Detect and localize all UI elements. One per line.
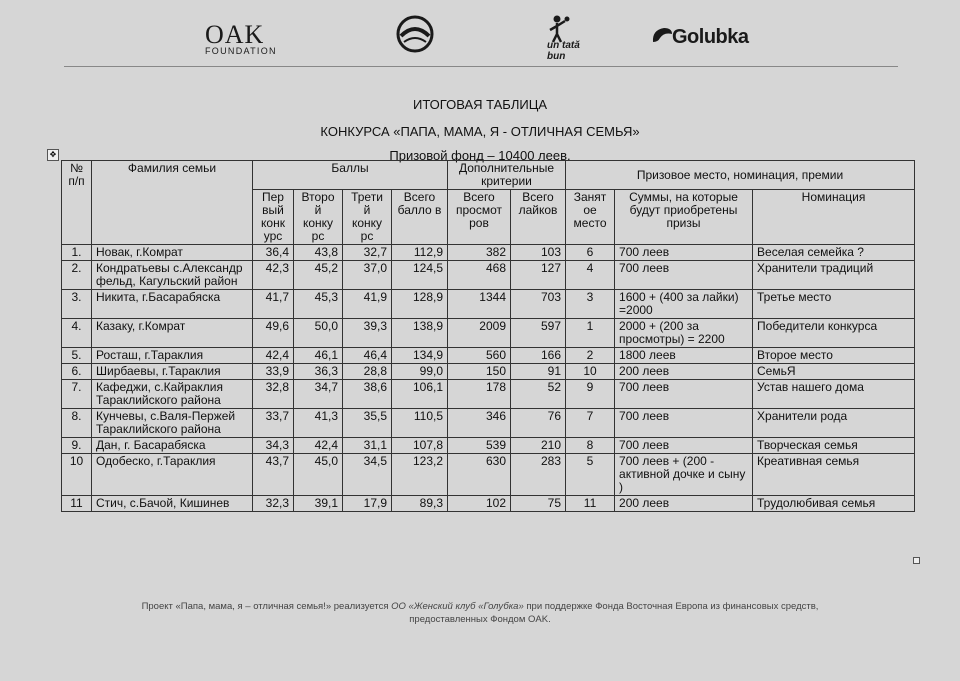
- cell-s1: 33,9: [253, 364, 294, 380]
- cell-likes: 75: [511, 496, 566, 512]
- cell-sum: 700 леев: [615, 245, 753, 261]
- cell-place: 10: [566, 364, 615, 380]
- cell-s2: 39,1: [294, 496, 343, 512]
- cell-total: 89,3: [392, 496, 448, 512]
- cell-s1: 49,6: [253, 319, 294, 348]
- cell-nom: Креативная семья: [753, 454, 915, 496]
- cell-views: 102: [448, 496, 511, 512]
- header-total: Всего балло в: [392, 190, 448, 245]
- cell-family: Новак, г.Комрат: [92, 245, 253, 261]
- cell-likes: 103: [511, 245, 566, 261]
- cell-total: 107,8: [392, 438, 448, 454]
- cell-s2: 45,3: [294, 290, 343, 319]
- results-rows: [62, 245, 915, 512]
- cell-family: Дан, г. Басарабяска: [92, 438, 253, 454]
- cell-s1: 43,7: [253, 454, 294, 496]
- header-prize: Призовое место, номинация, премии: [566, 161, 915, 190]
- cell-place: 11: [566, 496, 615, 512]
- cell-views: 539: [448, 438, 511, 454]
- cell-place: 6: [566, 245, 615, 261]
- cell-views: 1344: [448, 290, 511, 319]
- cell-n: 3.: [62, 290, 92, 319]
- cell-family: Одобеско, г.Тараклия: [92, 454, 253, 496]
- table-row: [62, 348, 915, 364]
- cell-s1: 33,7: [253, 409, 294, 438]
- header-extra: Дополнительные критерии: [448, 161, 566, 190]
- cell-s2: 45,0: [294, 454, 343, 496]
- header-sums: Суммы, на которые будут приобретены призы: [615, 190, 753, 245]
- cell-views: 2009: [448, 319, 511, 348]
- cell-likes: 210: [511, 438, 566, 454]
- cell-n: 9.: [62, 438, 92, 454]
- cell-total: 128,9: [392, 290, 448, 319]
- cell-n: 1.: [62, 245, 92, 261]
- cell-sum: 1600 + (400 за лайки) =2000: [615, 290, 753, 319]
- un-tata-bun-logo: un tată bun: [535, 14, 595, 62]
- prize-fund: Призовой фонд – 10400 леев.: [389, 148, 571, 163]
- table-row: [62, 409, 915, 438]
- cell-place: 8: [566, 438, 615, 454]
- cell-s1: 34,3: [253, 438, 294, 454]
- cell-s3: 46,4: [343, 348, 392, 364]
- table-row: [62, 261, 915, 290]
- cell-place: 5: [566, 454, 615, 496]
- cell-place: 7: [566, 409, 615, 438]
- cell-likes: 91: [511, 364, 566, 380]
- cell-s2: 46,1: [294, 348, 343, 364]
- cell-nom: Трудолюбивая семья: [753, 496, 915, 512]
- results-table: [61, 160, 915, 512]
- cell-s2: 50,0: [294, 319, 343, 348]
- cell-n: 5.: [62, 348, 92, 364]
- cell-total: 123,2: [392, 454, 448, 496]
- cell-s3: 37,0: [343, 261, 392, 290]
- cell-s3: 38,6: [343, 380, 392, 409]
- cell-sum: 700 леев: [615, 438, 753, 454]
- table-row: [62, 496, 915, 512]
- cell-n: 2.: [62, 261, 92, 290]
- cell-s3: 41,9: [343, 290, 392, 319]
- doc-title: ИТОГОВАЯ ТАБЛИЦА: [412, 97, 548, 112]
- header-divider: [64, 66, 898, 67]
- header-num: № п/п: [62, 161, 92, 245]
- cell-sum: 700 леев: [615, 380, 753, 409]
- header-likes: Всего лайков: [511, 190, 566, 245]
- cell-sum: 2000 + (200 за просмотры) = 2200: [615, 319, 753, 348]
- cell-place: 2: [566, 348, 615, 364]
- cell-family: Кунчевы, с.Валя-Пержей Тараклийского района: [92, 409, 253, 438]
- cell-family: Росташ, г.Тараклия: [92, 348, 253, 364]
- cell-n: 4.: [62, 319, 92, 348]
- cell-nom: СемьЯ: [753, 364, 915, 380]
- cell-place: 4: [566, 261, 615, 290]
- table-row: [62, 438, 915, 454]
- cell-total: 106,1: [392, 380, 448, 409]
- cell-s1: 42,3: [253, 261, 294, 290]
- cell-likes: 166: [511, 348, 566, 364]
- cell-family: Кафеджи, с.Кайраклия Тараклийского района: [92, 380, 253, 409]
- cell-s1: 32,8: [253, 380, 294, 409]
- table-row: [62, 290, 915, 319]
- table-move-handle[interactable]: ✥: [47, 149, 59, 161]
- cell-family: Ширбаевы, г.Тараклия: [92, 364, 253, 380]
- cell-s1: 41,7: [253, 290, 294, 319]
- cell-family: Казаку, г.Комрат: [92, 319, 253, 348]
- cell-nom: Хранители традиций: [753, 261, 915, 290]
- doc-subtitle: КОНКУРСА «ПАПА, МАМА, Я - ОТЛИЧНАЯ СЕМЬЯ»: [320, 124, 640, 139]
- cell-nom: Победители конкурса: [753, 319, 915, 348]
- cell-s1: 32,3: [253, 496, 294, 512]
- logo-bar: OAK FOUNDATION un tată bun Golubka: [0, 10, 960, 65]
- circle-emblem-logo: [395, 14, 435, 54]
- cell-likes: 597: [511, 319, 566, 348]
- cell-views: 560: [448, 348, 511, 364]
- cell-views: 150: [448, 364, 511, 380]
- cell-family: Стич, с.Бачой, Кишинев: [92, 496, 253, 512]
- cell-s1: 42,4: [253, 348, 294, 364]
- cell-n: 8.: [62, 409, 92, 438]
- header-first: Пер вый конк урс: [253, 190, 294, 245]
- cell-views: 178: [448, 380, 511, 409]
- table-row: [62, 380, 915, 409]
- cell-s3: 28,8: [343, 364, 392, 380]
- cell-s3: 17,9: [343, 496, 392, 512]
- header-family: Фамилия семьи: [92, 161, 253, 245]
- header-scores: Баллы: [253, 161, 448, 190]
- cell-likes: 76: [511, 409, 566, 438]
- cell-n: 6.: [62, 364, 92, 380]
- cell-total: 112,9: [392, 245, 448, 261]
- table-resize-handle[interactable]: [913, 557, 920, 564]
- cell-sum: 1800 леев: [615, 348, 753, 364]
- cell-nom: Хранители рода: [753, 409, 915, 438]
- cell-nom: Веселая семейка ?: [753, 245, 915, 261]
- cell-nom: Третье место: [753, 290, 915, 319]
- cell-s3: 32,7: [343, 245, 392, 261]
- cell-place: 1: [566, 319, 615, 348]
- cell-likes: 283: [511, 454, 566, 496]
- table-row: [62, 454, 915, 496]
- cell-s2: 34,7: [294, 380, 343, 409]
- table-row: [62, 319, 915, 348]
- header-views: Всего просмот ров: [448, 190, 511, 245]
- footer-note: Проект «Папа, мама, я – отличная семья!» реализуется ОО «Женский клуб «Голубка» при поддержке Фонда Восточная Европа из финансовых средств, предоставленных Фондом OAK.: [141, 601, 819, 625]
- cell-nom: Творческая семья: [753, 438, 915, 454]
- cell-total: 138,9: [392, 319, 448, 348]
- cell-total: 134,9: [392, 348, 448, 364]
- cell-total: 110,5: [392, 409, 448, 438]
- table-row: [62, 364, 915, 380]
- cell-family: Кондратьевы с.Александр фельд, Кагульский район: [92, 261, 253, 290]
- cell-sum: 700 леев: [615, 409, 753, 438]
- cell-likes: 127: [511, 261, 566, 290]
- cell-sum: 700 леев + (200 - активной дочке и сыну ): [615, 454, 753, 496]
- cell-views: 630: [448, 454, 511, 496]
- table-row: [62, 245, 915, 261]
- cell-s2: 42,4: [294, 438, 343, 454]
- header-nomination: Номинация: [753, 190, 915, 245]
- cell-place: 3: [566, 290, 615, 319]
- cell-views: 346: [448, 409, 511, 438]
- cell-family: Никита, г.Басарабяска: [92, 290, 253, 319]
- cell-place: 9: [566, 380, 615, 409]
- cell-n: 10: [62, 454, 92, 496]
- cell-s2: 36,3: [294, 364, 343, 380]
- cell-s3: 39,3: [343, 319, 392, 348]
- header-second: Второ й конку рс: [294, 190, 343, 245]
- cell-nom: Второе место: [753, 348, 915, 364]
- cell-s2: 41,3: [294, 409, 343, 438]
- oak-foundation-logo: OAK FOUNDATION: [205, 20, 277, 56]
- cell-s3: 31,1: [343, 438, 392, 454]
- cell-total: 124,5: [392, 261, 448, 290]
- cell-s3: 35,5: [343, 409, 392, 438]
- cell-n: 7.: [62, 380, 92, 409]
- cell-likes: 703: [511, 290, 566, 319]
- cell-total: 99,0: [392, 364, 448, 380]
- cell-views: 468: [448, 261, 511, 290]
- header-place: Занят ое место: [566, 190, 615, 245]
- cell-s2: 45,2: [294, 261, 343, 290]
- cell-s1: 36,4: [253, 245, 294, 261]
- cell-sum: 200 леев: [615, 364, 753, 380]
- cell-nom: Устав нашего дома: [753, 380, 915, 409]
- cell-sum: 700 леев: [615, 261, 753, 290]
- cell-s3: 34,5: [343, 454, 392, 496]
- cell-sum: 200 леев: [615, 496, 753, 512]
- cell-views: 382: [448, 245, 511, 261]
- cell-n: 11: [62, 496, 92, 512]
- header-third: Трети й конку рс: [343, 190, 392, 245]
- cell-s2: 43,8: [294, 245, 343, 261]
- cell-likes: 52: [511, 380, 566, 409]
